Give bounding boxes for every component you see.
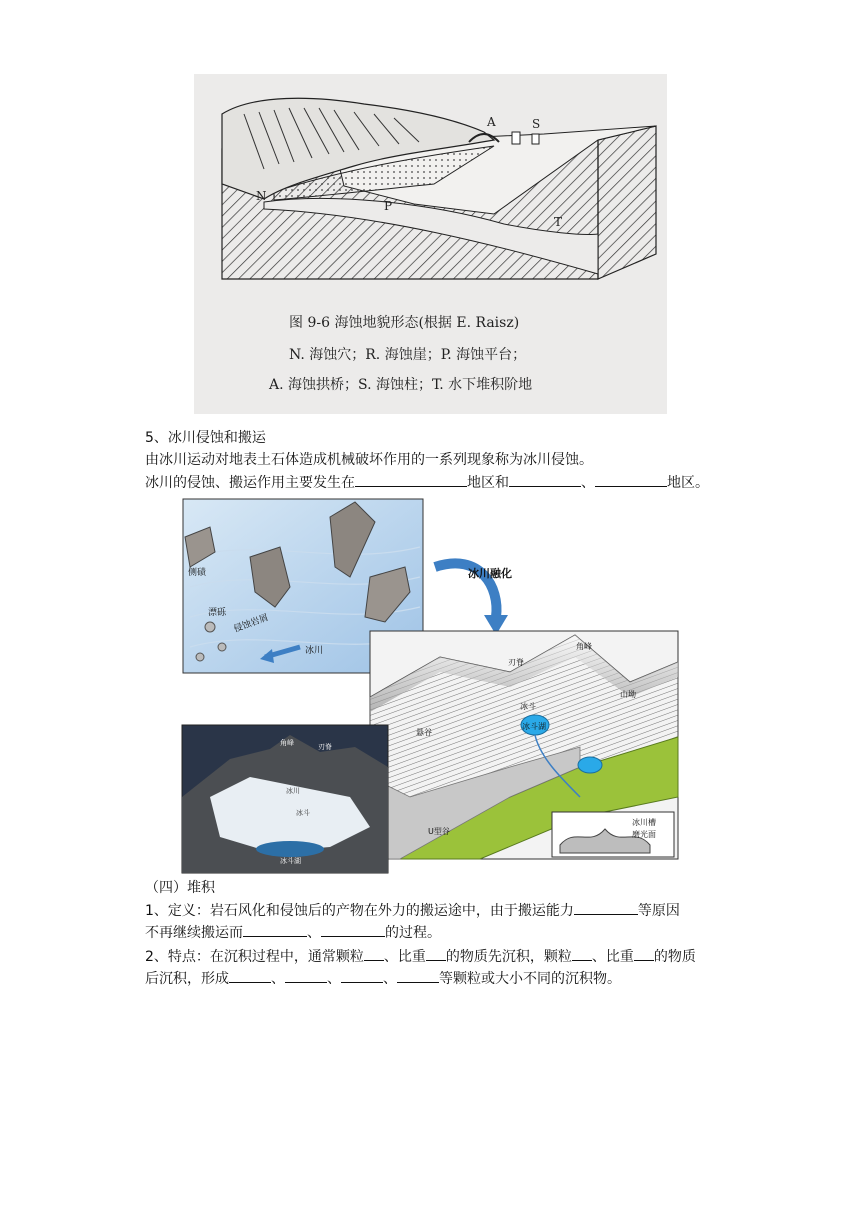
feat-line2-suffix: 等颗粒或大小不同的沉积物。: [439, 971, 621, 987]
occurs-prefix: 冰川的侵蚀、搬运作用主要发生在: [145, 475, 355, 491]
label-horn: 角峰: [576, 642, 592, 651]
photo-label-cirque-lake: 冰斗湖: [280, 857, 301, 865]
definition-line-1: [145, 900, 680, 921]
coastal-erosion-diagram: [194, 74, 667, 304]
section5-heading: 5、冰川侵蚀和搬运: [145, 430, 266, 446]
label-lateral-moraine: 侧碛: [188, 568, 207, 578]
arrow-label: 冰川融化: [468, 567, 512, 580]
photo-label-glacier: 冰川: [286, 787, 300, 795]
blank-density-2[interactable]: [634, 946, 654, 961]
blank-transport-capacity[interactable]: [574, 900, 638, 915]
figure-caption-legend-2: A. 海蚀拱桥；S. 海蚀柱；T. 水下堆积阶地: [269, 377, 533, 393]
label-u-valley: U型谷: [428, 827, 450, 836]
blank-sediment-2[interactable]: [285, 968, 327, 983]
label-arete: 刃脊: [508, 658, 524, 667]
feat-d: 、比重: [591, 949, 634, 965]
label-a: A: [487, 115, 496, 129]
feat-sep-1: 、: [271, 971, 285, 987]
section5-fill-blank: [145, 472, 709, 493]
label-polished-surface: 磨光面: [632, 830, 656, 839]
feat-a: 2、特点：在沉积过程中，通常颗粒: [145, 949, 364, 965]
photo-label-arete: 刃脊: [318, 743, 332, 751]
feat-sep-2: 、: [327, 971, 341, 987]
features-line-1: [145, 946, 696, 967]
blank-sediment-3[interactable]: [341, 968, 383, 983]
def-mid: 等原因: [637, 903, 680, 919]
label-t: T: [554, 215, 563, 229]
def-line2-suffix: 的过程。: [385, 925, 441, 941]
blank-3[interactable]: [595, 472, 667, 487]
blank-process-2[interactable]: [321, 922, 385, 937]
glacier-figure: [180, 497, 680, 875]
occurs-mid2: 、: [581, 475, 595, 491]
feat-sep-3: 、: [383, 971, 397, 987]
definition-line-2: [145, 922, 441, 943]
def-line2-prefix: 不再继续搬运而: [145, 925, 243, 941]
feat-c: 的物质先沉积，颗粒: [445, 949, 572, 965]
blank-grain-1[interactable]: [364, 946, 384, 961]
label-glacial-groove: 冰川槽: [632, 818, 656, 827]
feat-b: 、比重: [383, 949, 426, 965]
label-p: P: [384, 199, 393, 213]
occurs-suffix: 地区。: [667, 475, 709, 491]
blank-1[interactable]: [355, 472, 467, 487]
label-cirque-lake: 冰斗湖: [522, 722, 546, 731]
photo-label-horn: 角峰: [280, 739, 294, 747]
figure-caption-legend-1: N. 海蚀穴；R. 海蚀崖；P. 海蚀平台；: [289, 347, 527, 363]
occurs-mid1: 地区和: [467, 475, 509, 491]
blank-sediment-1[interactable]: [229, 968, 271, 983]
features-line-2: [145, 968, 621, 989]
blank-process-1[interactable]: [243, 922, 307, 937]
label-s: S: [532, 117, 541, 131]
label-erratic: 漂砾: [208, 608, 227, 618]
photo-label-cirque: 冰斗: [296, 809, 310, 817]
section4-heading: （四）堆积: [145, 880, 215, 896]
section5-definition: 由冰川运动对地表土石体造成机械破坏作用的一系列现象称为冰川侵蚀。: [145, 452, 593, 468]
label-hanging-valley: 悬谷: [416, 728, 432, 737]
blank-sediment-4[interactable]: [397, 968, 439, 983]
glacier-diagram: [180, 497, 680, 875]
def-prefix: 1、定义：岩石风化和侵蚀后的产物在外力的搬运途中，由于搬运能力: [145, 903, 574, 919]
label-glacier-top: 冰川: [305, 646, 324, 656]
blank-2[interactable]: [509, 472, 581, 487]
label-cirque: 冰斗: [520, 702, 536, 711]
blank-density-1[interactable]: [426, 946, 446, 961]
feat-line2-a: 后沉积，形成: [145, 971, 229, 987]
def-line2-mid: 、: [307, 925, 321, 941]
figure-caption-title: 图 9-6 海蚀地貌形态(根据 E. Raisz): [289, 315, 520, 331]
label-n: N: [256, 189, 267, 203]
label-erosion-scratch: 侵蚀岩屑: [232, 613, 270, 635]
label-mountain: 山坳: [620, 690, 636, 699]
feat-e: 的物质: [653, 949, 696, 965]
blank-grain-2[interactable]: [572, 946, 592, 961]
coastal-erosion-figure: [194, 74, 667, 414]
